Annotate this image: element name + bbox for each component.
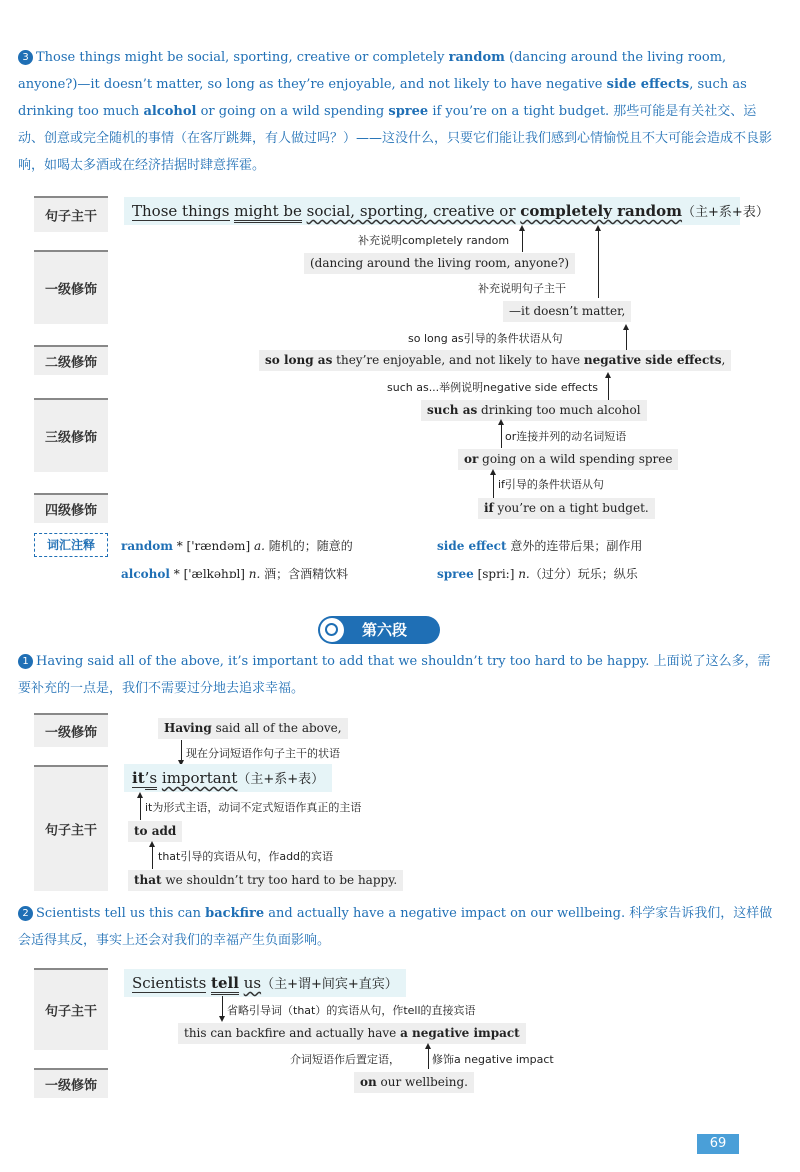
modifier-box: —it doesn’t matter, bbox=[503, 301, 631, 322]
vocab-item-spree: spree [spri:] n.（过分）玩乐；纵乐 bbox=[437, 567, 638, 581]
paragraph-3: 3 Those things might be social, sporting, creative or completely random (dancing around the living room, anyone?)—it doesn’t matter, so long as they’re enjoyable, and not likely to have negative side effects, such as drinking too much alcohol or going on a wild spending spree if you’re on a tight budget. 那些可能是有关社交、运动、创意或完全随机的事情（在客厅跳舞，有人做过吗？）——这没什么，只要它们能让我们感到心情愉悦且不大可能会造成不良影响，如喝太多酒或在经济拮据时肆意挥霍。 bbox=[18, 50, 773, 173]
connector-line bbox=[222, 996, 223, 1018]
arrow-up-icon bbox=[490, 469, 496, 475]
level-label-main: 句子主干 bbox=[34, 765, 108, 891]
vocab-label: 词汇注释 bbox=[34, 533, 108, 557]
modifier-box: Having said all of the above, bbox=[158, 718, 348, 739]
keyword: spree bbox=[388, 104, 429, 119]
annotation-note: 介词短语作后置定语， bbox=[290, 1053, 400, 1066]
modifier-box: that we shouldn’t try too hard to be happy. bbox=[128, 870, 403, 891]
modifier-box: on our wellbeing. bbox=[354, 1072, 474, 1093]
magnifier-icon bbox=[320, 618, 344, 642]
connector-line bbox=[493, 474, 494, 498]
structure-tag: （主+系+表） bbox=[237, 772, 325, 787]
level-label-1: 一级修饰 bbox=[34, 1068, 108, 1098]
section-heading bbox=[318, 616, 440, 644]
modifier-box: to add bbox=[128, 821, 182, 842]
annotation-note: 补充说明句子主干 bbox=[478, 282, 566, 295]
predicative: social, sporting, creative or bbox=[306, 202, 516, 220]
connector-line bbox=[152, 845, 153, 869]
connector-line bbox=[140, 796, 141, 820]
predicative: important bbox=[161, 769, 238, 787]
main-clause-box bbox=[124, 197, 769, 225]
vocab-item-side-effect: side effect 意外的连带后果；副作用 bbox=[437, 539, 643, 553]
connector-line bbox=[608, 377, 609, 401]
subject: Scientists bbox=[132, 974, 207, 992]
annotation-note: 省略引导词（that）的宾语从句，作tell的直接宾语 bbox=[227, 1004, 476, 1017]
keyword: side effects bbox=[606, 77, 690, 92]
modifier-box: such as drinking too much alcohol bbox=[421, 400, 647, 421]
connector-line bbox=[428, 1047, 429, 1069]
annotation-note: such as...举例说明negative side effects bbox=[387, 381, 599, 394]
keyword: random bbox=[448, 50, 505, 65]
level-label-2: 二级修饰 bbox=[34, 345, 108, 375]
modifier-box: (dancing around the living room, anyone?) bbox=[304, 253, 575, 274]
paragraph-6-sentence-2: 2 Scientists tell us this can backfire and actually have a negative impact on our wellbeing. 科学家告诉我们，这样做会适得其反，事实上还会对我们的幸福产生负面影响。 bbox=[18, 906, 773, 948]
annotation-note: or连接并列的动名词短语 bbox=[505, 430, 627, 443]
arrow-up-icon bbox=[137, 792, 143, 798]
chinese-translation: 那些可能是有关社交、运动、创意或完全随机的事情（在客厅跳舞，有人做过吗？）——这没什么，只要它们能让我们感到心情愉悦且不大可能会造成不良影响，如喝太多酒或在经济拮据时肆意挥霍。 bbox=[18, 104, 773, 173]
subject: Those things bbox=[132, 202, 230, 220]
connector-line bbox=[181, 740, 182, 762]
sentence-number-badge: 1 bbox=[18, 654, 33, 669]
arrow-up-icon bbox=[605, 372, 611, 378]
main-clause-box bbox=[124, 764, 332, 792]
level-label-4: 四级修饰 bbox=[34, 493, 108, 523]
annotation-note: it为形式主语，动词不定式短语作真正的主语 bbox=[145, 801, 362, 814]
subject: it bbox=[132, 769, 145, 787]
arrow-up-icon bbox=[149, 841, 155, 847]
level-label-3: 三级修饰 bbox=[34, 398, 108, 472]
level-label-1: 一级修饰 bbox=[34, 250, 108, 324]
arrow-up-icon bbox=[623, 324, 629, 330]
vocab-item-random: random * ['rændəm] a. 随机的；随意的 bbox=[121, 539, 353, 553]
annotation-note: if引导的条件状语从句 bbox=[498, 478, 604, 491]
structure-tag: （主+谓+间宾+直宾） bbox=[261, 977, 398, 992]
annotation-note: that引导的宾语从句，作add的宾语 bbox=[158, 850, 334, 863]
arrow-down-icon bbox=[219, 1016, 225, 1022]
indirect-object: us bbox=[243, 974, 262, 992]
sentence-number-badge: 2 bbox=[18, 906, 33, 921]
annotation-note: so long as引导的条件状语从句 bbox=[408, 332, 563, 345]
modifier-box: or going on a wild spending spree bbox=[458, 449, 678, 470]
annotation-note: 修饰a negative impact bbox=[432, 1053, 554, 1066]
section-title: 第六段 bbox=[362, 621, 408, 639]
keyword: backfire bbox=[205, 906, 265, 921]
arrow-up-icon bbox=[498, 419, 504, 425]
arrow-up-icon bbox=[425, 1043, 431, 1049]
level-label-1: 一级修饰 bbox=[34, 713, 108, 747]
modifier-box: if you’re on a tight budget. bbox=[478, 498, 655, 519]
linking-verb: might be bbox=[234, 202, 302, 223]
structure-tag: （主+系+表） bbox=[682, 205, 769, 220]
annotation-note: 补充说明completely random bbox=[358, 234, 510, 247]
modifier-box: this can backfire and actually have a negative impact bbox=[178, 1023, 526, 1044]
connector-line bbox=[522, 230, 523, 252]
arrow-up-icon bbox=[519, 225, 525, 231]
vocab-item-alcohol: alcohol * ['ælkəhɒl] n. 酒；含酒精饮料 bbox=[121, 567, 349, 581]
modifier-box: so long as they’re enjoyable, and not likely to have negative side effects, bbox=[259, 350, 731, 371]
page-number: 69 bbox=[697, 1134, 739, 1154]
predicative-keyword: completely random bbox=[520, 202, 683, 220]
connector-line bbox=[626, 329, 627, 351]
paragraph-6-sentence-1: 1 Having said all of the above, it’s important to add that we shouldn’t try too hard to be happy. 上面说了这么多，需要补充的一点是，我们不需要过分地去追求幸福。 bbox=[18, 654, 771, 696]
level-label-main: 句子主干 bbox=[34, 968, 108, 1050]
connector-line bbox=[501, 424, 502, 448]
level-label-main: 句子主干 bbox=[34, 196, 108, 232]
linking-verb: ’s bbox=[145, 769, 157, 790]
chinese-translation: 科学家告诉我们，这样做会适得其反，事实上还会对我们的幸福产生负面影响。 bbox=[18, 906, 773, 948]
main-clause-box bbox=[124, 969, 406, 997]
predicate-verb: tell bbox=[211, 974, 239, 995]
sentence-number-badge: 3 bbox=[18, 50, 33, 65]
arrow-up-icon bbox=[595, 225, 601, 231]
annotation-note: 现在分词短语作句子主干的状语 bbox=[186, 747, 340, 760]
connector-line bbox=[598, 230, 599, 298]
chinese-translation: 上面说了这么多，需要补充的一点是，我们不需要过分地去追求幸福。 bbox=[18, 654, 771, 696]
keyword: alcohol bbox=[143, 104, 197, 119]
